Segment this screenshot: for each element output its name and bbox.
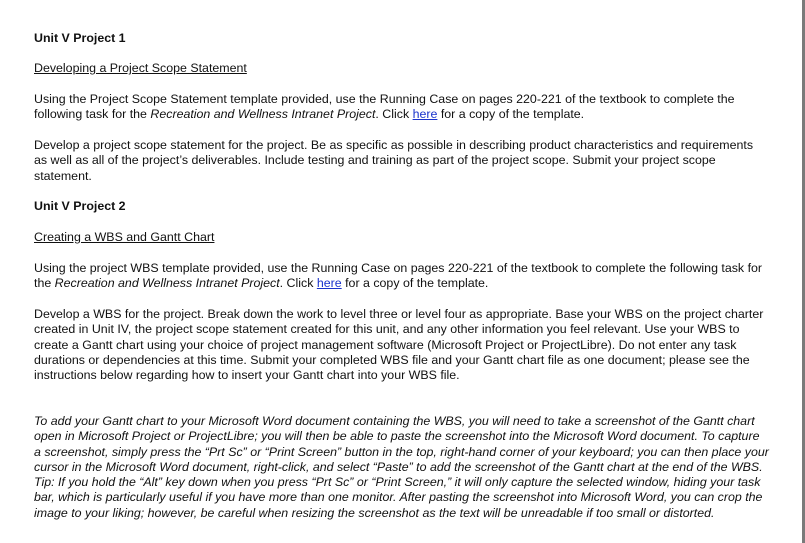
- project1-instructions-paragraph: [34, 92, 769, 123]
- project2-template-text: for a copy of the template.: [341, 276, 489, 291]
- project1-instructions-text: Using the Project Scope Statement template provided, use the Running Case on pages 220-221 of the textbook to complete the following task for the: [34, 92, 735, 122]
- project2-instructions-paragraph: [34, 261, 769, 292]
- project2-template-link[interactable]: here: [316, 276, 342, 291]
- project2-click-text: . Click: [279, 276, 317, 291]
- project2-subheading: Creating a WBS and Gantt Chart: [34, 230, 215, 244]
- project2-heading: Unit V Project 2: [34, 199, 126, 213]
- project1-heading: Unit V Project 1: [34, 31, 126, 45]
- project2-instructions-text: Using the project WBS template provided, use the Running Case on pages 220-221 of the textbook to complete the following task for the: [34, 261, 763, 291]
- project1-subheading: Developing a Project Scope Statement: [34, 61, 247, 75]
- project1-click-text: . Click: [375, 107, 413, 122]
- project1-project-name: Recreation and Wellness Intranet Project: [150, 107, 376, 122]
- project1-scope-paragraph: Develop a project scope statement for the project. Be as specific as possible in describing product characteristics and requirements as well as all of the project’s deliverables. Include testing and training as part of the project scope. Submit your project scope statement.: [34, 138, 754, 183]
- project1-template-text: for a copy of the template.: [437, 107, 585, 122]
- project2-project-name: Recreation and Wellness Intranet Project: [54, 276, 280, 291]
- project2-screenshot-instructions: To add your Gantt chart to your Microsoft Word document containing the WBS, you will need to take a screenshot of the Gantt chart open in Microsoft Project or ProjectLibre; you will then be able to paste the screenshot into the Microsoft Word document. To capture a screenshot, simply press the “Prt Sc” or “Print Screen” button in the top, right-hand corner of your keyboard; you can then place your cursor in the Microsoft Word document, right-click, and select “Paste” to add the screenshot of the Gantt chart at the end of the WBS. Tip: If you hold the “Alt” key down when you press “Prt Sc” or “Print Screen,” it will only capture the selected window, hiding your task bar, which is particularly useful if you have more than one monitor. After pasting the screenshot into Microsoft Word, you can crop the image to your liking; however, be careful when resizing the screenshot as the text will be unreadable if too small or distorted.: [34, 414, 769, 520]
- project1-template-link[interactable]: here: [412, 107, 438, 122]
- project2-wbs-paragraph: Develop a WBS for the project. Break down the work to level three or level four as appropriate. Base your WBS on the project charter created in Unit IV, the project scope statement created for this unit, and any other information you feel relevant. Use your WBS to create a Gantt chart using your choice of project management software (Microsoft Project or ProjectLibre). Do not enter any task durations or dependencies at this time. Submit your completed WBS file and your Gantt chart file as one document; please see the instructions below regarding how to insert your Gantt chart into your WBS file.: [34, 307, 764, 383]
